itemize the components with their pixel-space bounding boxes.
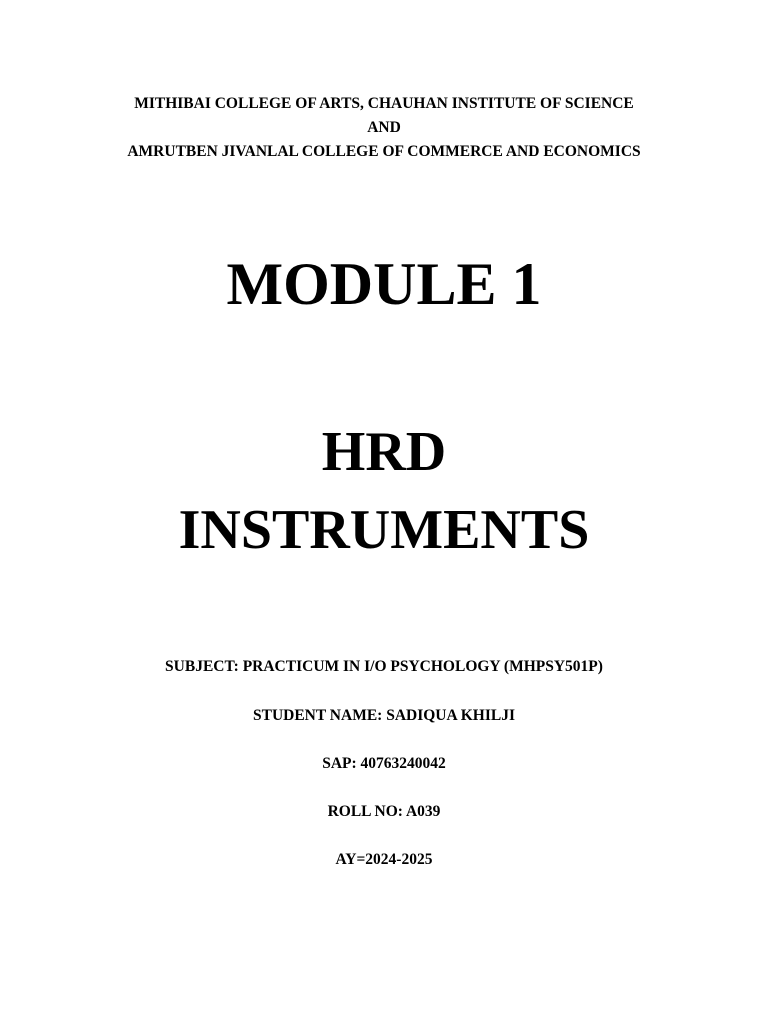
institution-line-2: AND: [367, 119, 401, 136]
roll-no-line: ROLL NO: A039: [327, 803, 441, 820]
subject-line: SUBJECT: PRACTICUM IN I/O PSYCHOLOGY (MHPSY501P): [165, 658, 603, 675]
sap-line: SAP: 40763240042: [322, 755, 446, 772]
academic-year-line: AY=2024-2025: [335, 851, 433, 868]
topic-title-line-1: HRD: [321, 421, 447, 483]
institution-line-3: AMRUTBEN JIVANLAL COLLEGE OF COMMERCE AND ECONOMICS: [127, 143, 641, 160]
module-title: MODULE 1: [226, 251, 542, 317]
institution-line-1: MITHIBAI COLLEGE OF ARTS, CHAUHAN INSTITUTE OF SCIENCE: [134, 95, 634, 112]
topic-title-line-2: INSTRUMENTS: [178, 499, 590, 561]
student-name-line: STUDENT NAME: SADIQUA KHILJI: [253, 707, 515, 724]
